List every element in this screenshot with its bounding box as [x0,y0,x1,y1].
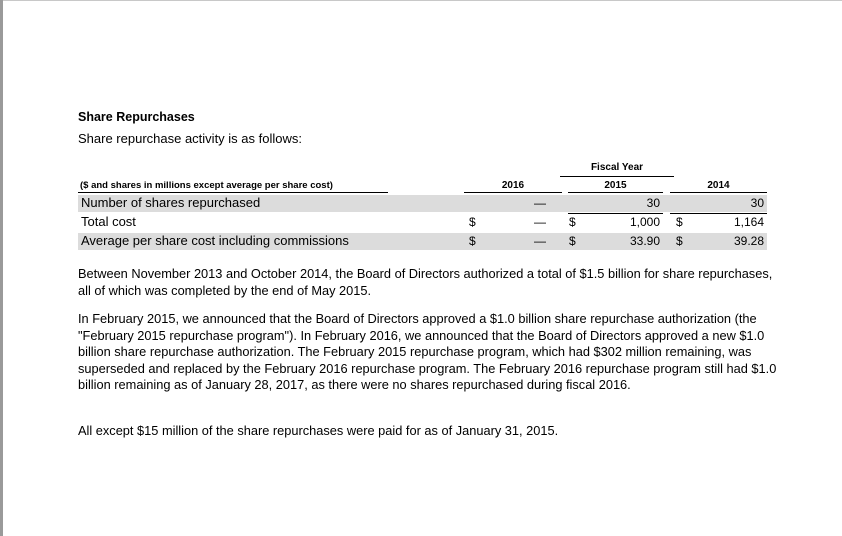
cell-2015-average-cost-currency: $ [569,234,576,248]
cell-2016-total-cost-currency: $ [469,215,476,229]
row-label-shares: Number of shares repurchased [81,195,261,210]
cell-2016-average-cost-currency: $ [469,234,476,248]
section-heading: Share Repurchases [78,110,195,124]
section-intro: Share repurchase activity is as follows: [78,131,302,146]
cell-2016-average-cost: — [534,234,546,248]
row1-underline-2014 [670,213,767,214]
units-label: ($ and shares in millions except average per share cost) [80,180,333,191]
cell-2014-average-cost-currency: $ [676,234,683,248]
cell-2014-shares: 30 [750,196,764,210]
row-label-average-cost: Average per share cost including commissions [81,233,349,248]
fiscal-year-header: Fiscal Year [590,162,644,173]
paragraph-programs: In February 2015, we announced that the Board of Directors approved a $1.0 billion share repurchase authorization (the "February 2015 repurchase program"). In February 2016, we announced that the Board of Directors approved a new $1.0 billion share repurchase authorization. The February 2015 repurchase program, which had $302 million remaining, was superseded and replaced by the February 2016 repurchase program. The February 2016 repurchase program still had $1.0 billion remaining as of January 28, 2017, as there were no shares repurchased during fiscal 2016. [78,311,777,392]
paragraph-payments: All except $15 million of the share repurchases were paid for as of January 31, 2015. [78,423,559,438]
column-header-2016: 2016 [501,180,525,191]
cell-2016-shares: — [534,196,546,210]
column-header-2014: 2014 [707,180,730,191]
column-underline-2015 [568,192,663,193]
row-label-total-cost: Total cost [81,214,136,229]
column-underline-2016 [464,192,562,193]
column-underline-2014 [670,192,767,193]
row1-underline-2015 [568,213,663,214]
cell-2015-total-cost-currency: $ [569,215,576,229]
cell-2015-total-cost: 1,000 [629,215,660,229]
cell-2015-average-cost: 33.90 [629,234,660,248]
cell-2014-total-cost-currency: $ [676,215,683,229]
paragraph-authorization: Between November 2013 and October 2014, the Board of Directors authorized a total of $1.5 billion for share repurchases, all of which was completed by the end of May 2015. [78,266,773,298]
page-top-border [0,0,842,1]
fiscal-year-underline [560,176,674,177]
cell-2014-total-cost: 1,164 [733,215,764,229]
units-underline [78,192,388,193]
cell-2014-average-cost: 39.28 [733,234,764,248]
cell-2015-shares: 30 [646,196,660,210]
column-header-2015: 2015 [604,180,627,191]
cell-2016-total-cost: — [534,215,546,229]
page-left-border [0,0,3,536]
